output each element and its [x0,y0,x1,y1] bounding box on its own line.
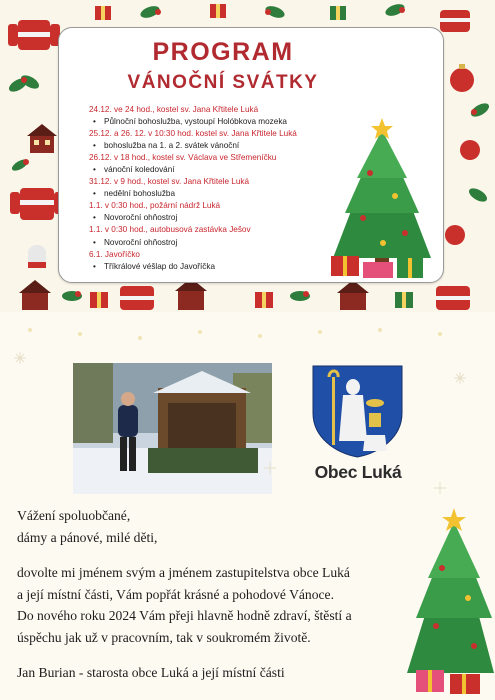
holly-icon [139,2,406,20]
event-time-place: 25.12. a 26. 12. v 10:30 hod. kostel sv. Jana Křtitele Luká [89,129,297,139]
program-list [89,104,349,273]
letter-greeting: dámy a pánové, milé děti, [17,529,158,545]
christmas-tree-illustration [325,118,440,283]
mitten-icon [28,245,46,268]
event-time-place: 26.12. v 18 hod., kostel sv. Václava ve Střemeníčku [89,153,277,163]
program-event [89,152,349,176]
event-time-place: 1.1. v 0:30 hod., požární nádrž Luká [89,201,221,211]
event-time-place: 1.1. v 0:30 hod., autobusová zastávka Ješov [89,225,251,235]
event-description: • Novoroční ohňostroj [89,212,349,224]
snowflake-icon [264,462,276,474]
snowflake-icon [14,352,26,364]
letter-body-line: úspěchu jak už v pracovním, tak v soukromém životě. [17,629,311,645]
christmas-tree-illustration [402,508,495,700]
municipality-name: Obec Luká [314,462,402,482]
sweater-icon [8,20,60,50]
event-description: • bohoslužba na 1. a 2. svátek vánoční [89,140,349,152]
event-description: • vánoční koledování [89,164,349,176]
letter-body-line: dovolte mi jménem svým a jménem zastupitelstva obce Luká [17,565,350,580]
program-event [89,104,349,128]
holly-icon [7,73,41,173]
program-event [89,128,349,152]
snowflake-icon [454,372,466,384]
letter-body-line: a její místní části, Vám popřát krásné a pohodové Vánoce. [17,586,334,602]
event-description: • Novoroční ohňostroj [89,237,349,249]
program-event [89,176,349,200]
event-time-place: 31.12. v 9 hod., kostel sv. Jana Křtitele Luká [89,177,250,187]
letter-greeting: Vážení spoluobčané, [17,508,131,523]
house-icon [27,124,57,153]
gift-icon [95,4,346,20]
program-event [89,200,349,224]
letter-signature: Jan Burian - starosta obce Luká a její místní části [17,665,285,680]
program-subtitle: VÁNOČNÍ SVÁTKY [127,72,319,93]
letter-body-line: Do nového roku 2024 Vám přeji hlavně hodně zdraví, štěstí a [17,608,352,623]
greeting-letter [17,505,407,684]
ornament-icon [445,64,480,245]
program-event [89,224,349,248]
sweater-icon [10,188,64,220]
event-time-place: 6.1. Javoříčko [89,249,140,259]
event-time-place: 24.12. ve 24 hod., kostel sv. Jana Křtitele Luká [89,105,259,114]
snowflake-icon [434,482,446,494]
event-description: • Tříkrálové véšlap do Javoříčka [89,261,349,273]
sweater-icon [440,10,470,32]
event-description: • Půlnoční bohoslužba, vystoupí Holóbkova mozeka [89,116,349,128]
event-description: • nedělní bohoslužba [89,188,349,200]
program-title: PROGRAM [152,38,294,66]
program-event [89,249,349,273]
